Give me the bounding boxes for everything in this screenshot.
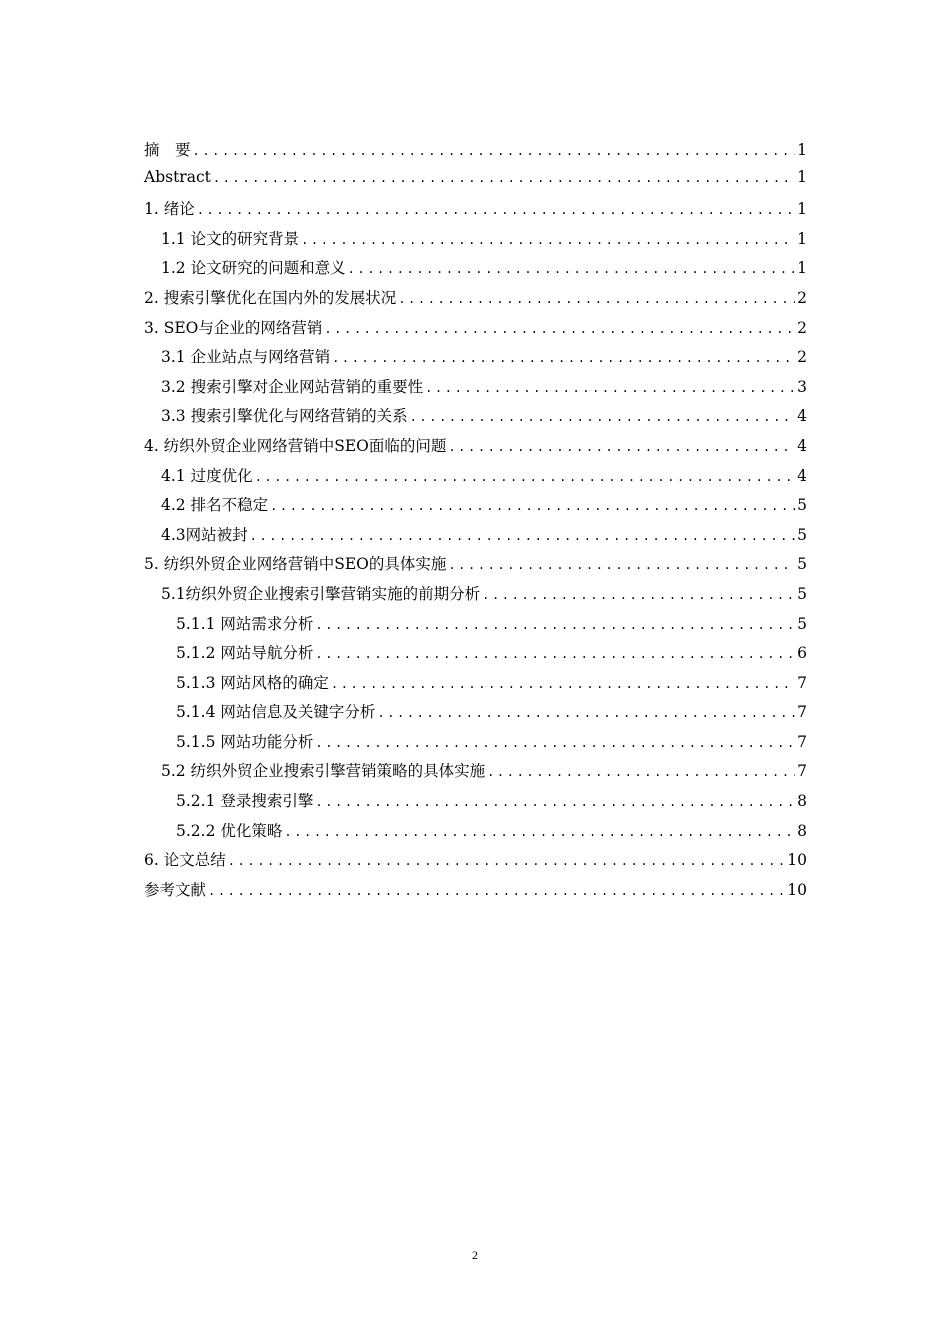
toc-entry[interactable]	[144, 404, 807, 434]
toc-dot-leader	[301, 233, 795, 247]
toc-entry-title: 3.2 搜索引擎对企业网站营销的重要性	[161, 377, 424, 396]
toc-entry-title: 6. 论文总结	[144, 851, 226, 870]
toc-entry[interactable]	[144, 671, 807, 701]
toc-entry-title: 4. 纺织外贸企业网络营销中SEO面临的问题	[144, 436, 447, 455]
toc-entry-title: 5.2.2 优化策略	[176, 821, 283, 840]
toc-entry-title: 4.2 排名不稳定	[161, 496, 269, 515]
toc-entry-title: 5.1纺织外贸企业搜索引擎营销实施的前期分析	[161, 584, 481, 603]
toc-dot-leader	[315, 618, 795, 632]
toc-entry-title: 5. 纺织外贸企业网络营销中SEO的具体实施	[144, 555, 447, 574]
toc-entry-title: 3.3 搜索引擎优化与网络营销的关系	[161, 407, 408, 426]
toc-entry[interactable]	[144, 819, 807, 849]
toc-entry-title: 3.1 企业站点与网络营销	[161, 348, 331, 367]
toc-entry-title: 5.2.1 登录搜索引擎	[176, 792, 314, 811]
toc-entry-title: 摘 要	[144, 141, 191, 159]
toc-entry-page: 2	[797, 318, 807, 337]
toc-entry[interactable]	[144, 345, 807, 375]
toc-entry-title: 5.1.1 网站需求分析	[176, 614, 314, 633]
toc-dot-leader	[270, 499, 795, 513]
toc-dot-leader	[348, 262, 796, 276]
toc-entry[interactable]	[144, 197, 807, 227]
toc-entry-page: 1	[797, 141, 807, 159]
toc-entry-page: 7	[797, 703, 807, 722]
toc-entry[interactable]	[144, 612, 807, 642]
toc-dot-leader	[425, 381, 795, 395]
toc-entry[interactable]	[144, 582, 807, 612]
toc-entry[interactable]	[144, 375, 807, 405]
toc-dot-leader	[398, 292, 795, 306]
toc-entry-page: 8	[797, 792, 807, 811]
toc-entry[interactable]	[144, 227, 807, 257]
toc-entry-title: 5.1.3 网站风格的确定	[176, 673, 329, 692]
toc-entry[interactable]	[144, 168, 807, 198]
toc-entry-title: 5.1.5 网站功能分析	[176, 732, 314, 751]
toc-entry-title: 4.1 过度优化	[161, 466, 253, 485]
toc-dot-leader	[255, 470, 796, 484]
toc-dot-leader	[315, 795, 795, 809]
toc-dot-leader	[324, 322, 795, 336]
toc-entry-title: 4.3网站被封	[161, 525, 248, 544]
toc-entry-page: 1	[797, 259, 807, 278]
toc-entry-page: 5	[797, 496, 807, 515]
toc-entry-page: 2	[797, 348, 807, 367]
toc-entry-title: 5.1.2 网站导航分析	[176, 644, 314, 663]
toc-entry-title: 3. SEO与企业的网络营销	[144, 318, 323, 337]
toc-dot-leader	[213, 171, 795, 185]
toc-dot-leader	[193, 144, 796, 158]
toc-dot-leader	[228, 854, 786, 868]
toc-entry[interactable]	[144, 759, 807, 789]
toc-entry-title: 5.2 纺织外贸企业搜索引擎营销策略的具体实施	[161, 762, 486, 781]
toc-entry-page: 10	[787, 880, 807, 899]
toc-dot-leader	[482, 588, 795, 602]
toc-entry-page: 4	[797, 466, 807, 485]
toc-entry[interactable]	[144, 316, 807, 346]
toc-entry-page: 8	[797, 821, 807, 840]
page-number: 2	[472, 1248, 478, 1262]
toc-entry-page: 1	[797, 229, 807, 248]
toc-dot-leader	[410, 410, 796, 424]
toc-entry-page: 3	[797, 377, 807, 396]
toc-dot-leader	[487, 765, 795, 779]
toc-dot-leader	[197, 203, 795, 217]
toc-entry[interactable]	[144, 700, 807, 730]
toc-entry[interactable]	[144, 286, 807, 316]
toc-entry-page: 5	[797, 525, 807, 544]
toc-entry-page: 4	[797, 436, 807, 455]
toc-entry-page: 1	[797, 200, 807, 219]
toc-entry-page: 1	[797, 167, 807, 186]
toc-dot-leader	[331, 677, 795, 691]
toc-entry[interactable]	[144, 493, 807, 523]
toc-entry-page: 4	[797, 407, 807, 426]
toc-dot-leader	[315, 736, 795, 750]
toc-entry-page: 10	[787, 851, 807, 870]
toc-entry[interactable]	[144, 256, 807, 286]
toc-dot-leader	[208, 884, 785, 898]
toc-entry[interactable]	[144, 434, 807, 464]
toc-dot-leader	[377, 706, 795, 720]
toc-entry[interactable]	[144, 878, 807, 908]
toc-dot-leader	[332, 351, 795, 365]
toc-entry-title: 1.2 论文研究的问题和意义	[161, 259, 346, 278]
toc-entry-page: 5	[797, 555, 807, 574]
toc-entry[interactable]	[144, 138, 807, 168]
toc-entry-page: 7	[797, 762, 807, 781]
toc-entry[interactable]	[144, 464, 807, 494]
toc-dot-leader	[315, 647, 795, 661]
toc-entry-page: 7	[797, 673, 807, 692]
toc-dot-leader	[250, 529, 795, 543]
toc-entry[interactable]	[144, 789, 807, 819]
toc-entry-title: 1. 绪论	[144, 200, 195, 219]
toc-entry-title: Abstract	[144, 167, 211, 186]
toc-entry[interactable]	[144, 730, 807, 760]
toc-entry-page: 2	[797, 288, 807, 307]
toc-entry-page: 6	[797, 644, 807, 663]
toc-entry-page: 5	[797, 614, 807, 633]
table-of-contents	[144, 138, 807, 907]
toc-entry[interactable]	[144, 848, 807, 878]
toc-dot-leader	[284, 825, 795, 839]
toc-entry-title: 参考文献	[144, 880, 207, 899]
toc-entry-title: 1.1 论文的研究背景	[161, 229, 300, 248]
toc-entry-title: 5.1.4 网站信息及关键字分析	[176, 703, 376, 722]
toc-entry-page: 5	[797, 584, 807, 603]
toc-entry[interactable]	[144, 552, 807, 582]
toc-entry[interactable]	[144, 523, 807, 553]
toc-entry-page: 7	[797, 732, 807, 751]
toc-dot-leader	[448, 558, 795, 572]
toc-dot-leader	[448, 440, 795, 454]
toc-entry[interactable]	[144, 641, 807, 671]
toc-entry-title: 2. 搜索引擎优化在国内外的发展状况	[144, 288, 397, 307]
